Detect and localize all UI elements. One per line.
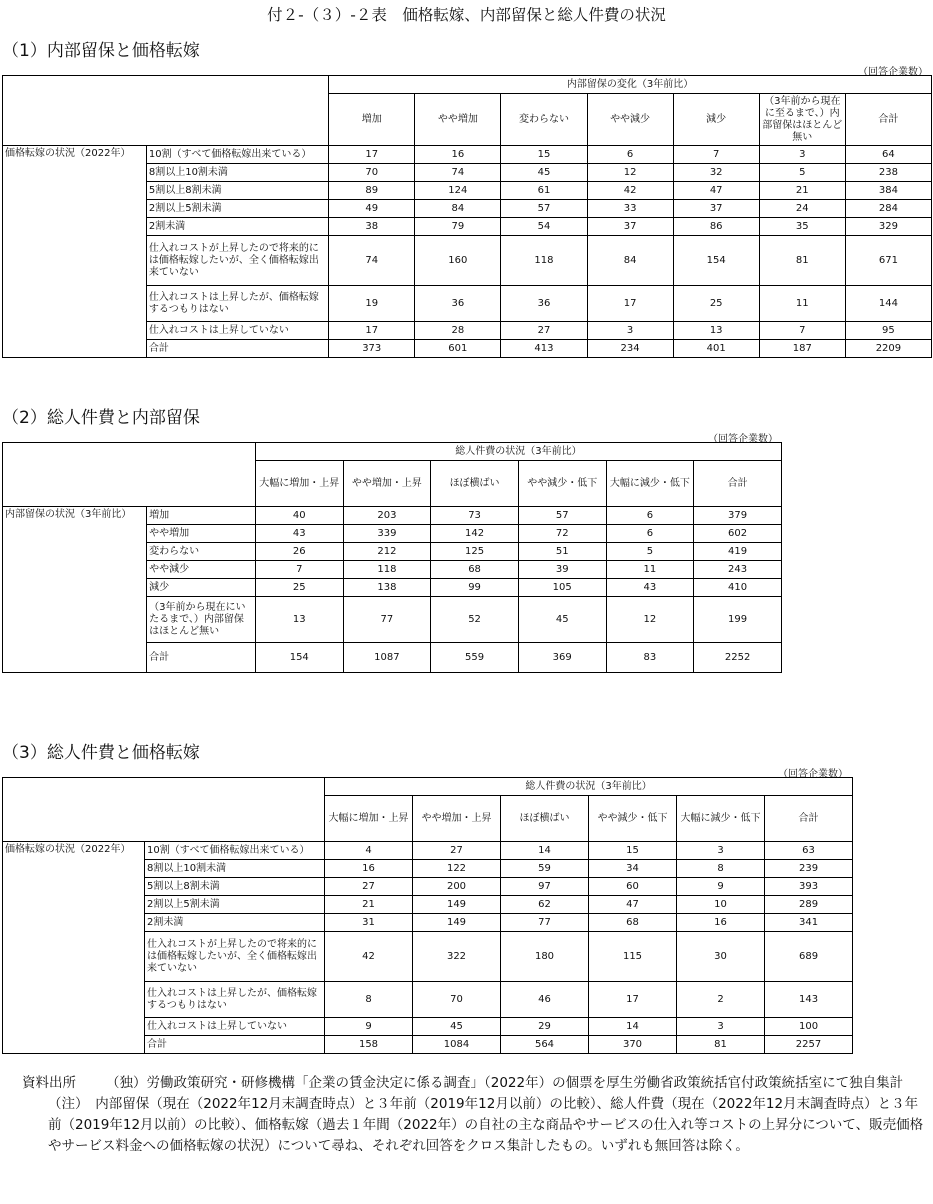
table-cell: 3 [759,146,845,164]
table-cell: 29 [501,1018,589,1036]
corner-cell [3,443,256,507]
column-header: 大幅に増加・上昇 [325,796,413,842]
table-cell: 46 [501,982,589,1018]
table-row [3,507,782,525]
column-header: ほぼ横ばい [431,461,519,507]
note-label: （注） [48,1096,82,1112]
row-label: 10割（すべて価格転嫁出来ている） [145,842,325,860]
corner-cell [3,778,325,842]
table-cell: 14 [501,842,589,860]
table-cell: 17 [587,286,673,322]
table-cell: 97 [501,878,589,896]
table-cell: 149 [413,914,501,932]
table-cell: 45 [413,1018,501,1036]
row-label: （3年前から現在にいたるまで、）内部留保はほとんど無い [147,597,256,643]
table-cell: 16 [325,860,413,878]
row-label: 仕入れコストが上昇したので将来的には価格転嫁したいが、全く価格転嫁出来ていない [146,236,328,286]
table-cell: 339 [343,525,431,543]
table-cell: 17 [329,322,415,340]
row-label: 増加 [147,507,256,525]
table-cell: 2252 [694,643,782,673]
table-cell: 86 [673,218,759,236]
table-3 [2,777,853,1054]
column-header: 増加 [329,94,415,146]
table-row [3,842,853,860]
column-header: 減少 [673,94,759,146]
table-cell: 37 [673,200,759,218]
table-cell: 74 [415,164,501,182]
table-cell: 45 [518,597,606,643]
table-cell: 3 [677,842,765,860]
table-cell: 9 [677,878,765,896]
table-cell: 79 [415,218,501,236]
row-label: 2割以上5割未満 [145,896,325,914]
notes [22,1073,927,1157]
table-cell: 2257 [765,1036,853,1054]
table-cell: 27 [325,878,413,896]
table-cell: 19 [329,286,415,322]
table-cell: 21 [759,182,845,200]
note-text: 内部留保（現在（2022年12月末調査時点）と３年前（2019年12月以前）の比較）、総人件費（現在（2022年12月末調査時点）と３年前（2019年12月以前）の比較）、価格転嫁（過去１年間（2022年）の自社の主な商品やサービスの仕入れ等コストの上昇分について、販売価格やサービス料金への価格転嫁の状況）について尋ね、それぞれ回答をクロス集計したもの。いずれも無回答は除く。 [48,1096,924,1154]
table-cell: 413 [501,340,587,358]
table-cell: 17 [589,982,677,1018]
source-text: （独）労働政策研究・研修機構「企業の賃金決定に係る調査」（2022年）の個票を厚生労働省政策統括官付政策統括室にて独自集計 [106,1075,904,1091]
table-cell: 7 [255,561,343,579]
table-cell: 25 [673,286,759,322]
table-cell: 40 [255,507,343,525]
table-cell: 13 [673,322,759,340]
table-cell: 34 [589,860,677,878]
table-cell: 1084 [413,1036,501,1054]
column-header: 合計 [694,461,782,507]
table-cell: 559 [431,643,519,673]
row-label: 合計 [146,340,328,358]
table-cell: 36 [501,286,587,322]
table-cell: 199 [694,597,782,643]
table-cell: 15 [589,842,677,860]
table-cell: 24 [759,200,845,218]
table-cell: 384 [845,182,931,200]
table-cell: 689 [765,932,853,982]
column-header: 変わらない [501,94,587,146]
corner-cell [3,76,329,146]
source-label: 資料出所 [22,1075,76,1091]
table-cell: 601 [415,340,501,358]
section-2-title: （2）総人件費と内部留保 [2,408,200,428]
table-cell: 4 [325,842,413,860]
table-cell: 33 [587,200,673,218]
table-cell: 95 [845,322,931,340]
table-cell: 6 [587,146,673,164]
table-cell: 5 [759,164,845,182]
table-cell: 73 [431,507,519,525]
table-cell: 6 [606,525,694,543]
row-label: 合計 [147,643,256,673]
table-cell: 9 [325,1018,413,1036]
table-cell: 3 [587,322,673,340]
row-group-label: 価格転嫁の状況（2022年） [3,842,145,1054]
column-header: やや増加 [415,94,501,146]
table-cell: 154 [255,643,343,673]
section-1-title: （1）内部留保と価格転嫁 [2,41,200,61]
column-header: 合計 [765,796,853,842]
table-cell: 6 [606,507,694,525]
section-3-title: （3）総人件費と価格転嫁 [2,743,200,763]
row-label: 仕入れコストは上昇したが、価格転嫁するつもりはない [146,286,328,322]
table-cell: 81 [759,236,845,286]
table-cell: 2209 [845,340,931,358]
table-2 [2,442,782,673]
table-cell: 16 [677,914,765,932]
table-cell: 122 [413,860,501,878]
table-cell: 16 [415,146,501,164]
table-cell: 99 [431,579,519,597]
table-cell: 21 [325,896,413,914]
table-cell: 43 [606,579,694,597]
table-cell: 11 [606,561,694,579]
table-cell: 138 [343,579,431,597]
table-cell: 243 [694,561,782,579]
table-cell: 68 [589,914,677,932]
table-cell: 13 [255,597,343,643]
table-cell: 14 [589,1018,677,1036]
table-cell: 7 [759,322,845,340]
table-cell: 100 [765,1018,853,1036]
table-row [3,146,932,164]
row-label: 8割以上10割未満 [145,860,325,878]
row-label: 仕入れコストは上昇していない [146,322,328,340]
table-cell: 63 [765,842,853,860]
table-cell: 379 [694,507,782,525]
table-cell: 47 [589,896,677,914]
column-header: 大幅に減少・低下 [677,796,765,842]
table-cell: 47 [673,182,759,200]
table-cell: 144 [845,286,931,322]
table-cell: 60 [589,878,677,896]
table-cell: 239 [765,860,853,878]
table-cell: 32 [673,164,759,182]
row-label: 減少 [147,579,256,597]
row-label: 仕入れコストが上昇したので将来的には価格転嫁したいが、全く価格転嫁出来ていない [145,932,325,982]
table-cell: 25 [255,579,343,597]
table-cell: 42 [587,182,673,200]
table-cell: 602 [694,525,782,543]
table-cell: 27 [501,322,587,340]
source-note [22,1073,927,1094]
table-cell: 671 [845,236,931,286]
table-cell: 68 [431,561,519,579]
section-1-unit: （回答企業数） [858,67,928,78]
table-cell: 64 [845,146,931,164]
table-cell: 45 [501,164,587,182]
table-cell: 84 [587,236,673,286]
table-cell: 72 [518,525,606,543]
table-cell: 124 [415,182,501,200]
table-1 [2,75,932,358]
table-cell: 142 [431,525,519,543]
table-cell: 57 [518,507,606,525]
table-cell: 160 [415,236,501,286]
table-cell: 61 [501,182,587,200]
table-cell: 284 [845,200,931,218]
group-header: 総人件費の状況（3年前比） [325,778,853,796]
table-cell: 27 [413,842,501,860]
table-cell: 158 [325,1036,413,1054]
row-label: やや増加 [147,525,256,543]
section-2-unit: （回答企業数） [708,434,778,445]
table-cell: 12 [587,164,673,182]
column-header: 大幅に増加・上昇 [255,461,343,507]
table-cell: 52 [431,597,519,643]
table-cell: 59 [501,860,589,878]
table-cell: 83 [606,643,694,673]
table-cell: 3 [677,1018,765,1036]
table-cell: 38 [329,218,415,236]
table-cell: 212 [343,543,431,561]
row-label: 合計 [145,1036,325,1054]
column-header: やや増加・上昇 [343,461,431,507]
table-cell: 564 [501,1036,589,1054]
table-cell: 200 [413,878,501,896]
table-cell: 5 [606,543,694,561]
table-cell: 187 [759,340,845,358]
row-label: 10割（すべて価格転嫁出来ている） [146,146,328,164]
group-header: 内部留保の変化（3年前比） [329,76,932,94]
table-cell: 26 [255,543,343,561]
row-label: 2割以上5割未満 [146,200,328,218]
group-header: 総人件費の状況（3年前比） [255,443,781,461]
table-cell: 393 [765,878,853,896]
table-cell: 322 [413,932,501,982]
table-cell: 42 [325,932,413,982]
table-cell: 143 [765,982,853,1018]
table-cell: 36 [415,286,501,322]
row-label: 2割未満 [146,218,328,236]
table-cell: 74 [329,236,415,286]
table-cell: 369 [518,643,606,673]
table-cell: 115 [589,932,677,982]
column-header: （3年前から現在に至るまで、）内部留保はほとんど無い [759,94,845,146]
table-cell: 10 [677,896,765,914]
table-cell: 419 [694,543,782,561]
table-cell: 89 [329,182,415,200]
table-cell: 54 [501,218,587,236]
row-group-label: 内部留保の状況（3年前比） [3,507,147,673]
column-header: ほぼ横ばい [501,796,589,842]
table-cell: 84 [415,200,501,218]
table-cell: 118 [501,236,587,286]
table-cell: 17 [329,146,415,164]
column-header: やや減少・低下 [518,461,606,507]
table-cell: 62 [501,896,589,914]
table-cell: 28 [415,322,501,340]
table-cell: 105 [518,579,606,597]
row-group-label: 価格転嫁の状況（2022年） [3,146,147,358]
column-header: やや減少・低下 [589,796,677,842]
row-label: 5割以上8割未満 [145,878,325,896]
footnote [22,1094,927,1157]
table-cell: 37 [587,218,673,236]
table-cell: 149 [413,896,501,914]
table-cell: 401 [673,340,759,358]
table-cell: 77 [501,914,589,932]
table-cell: 370 [589,1036,677,1054]
table-cell: 238 [845,164,931,182]
table-cell: 329 [845,218,931,236]
table-cell: 341 [765,914,853,932]
row-label: やや減少 [147,561,256,579]
section-3-unit: （回答企業数） [778,769,848,780]
table-cell: 1087 [343,643,431,673]
row-label: 仕入れコストは上昇したが、価格転嫁するつもりはない [145,982,325,1018]
table-cell: 81 [677,1036,765,1054]
table-cell: 118 [343,561,431,579]
table-cell: 77 [343,597,431,643]
table-cell: 39 [518,561,606,579]
page-title: 付２-（３）-２表 価格転嫁、内部留保と総人件費の状況 [267,6,666,24]
column-header: やや増加・上昇 [413,796,501,842]
table-cell: 410 [694,579,782,597]
table-cell: 57 [501,200,587,218]
table-cell: 70 [413,982,501,1018]
row-label: 5割以上8割未満 [146,182,328,200]
column-header: やや減少 [587,94,673,146]
table-cell: 70 [329,164,415,182]
table-cell: 180 [501,932,589,982]
table-cell: 31 [325,914,413,932]
table-cell: 30 [677,932,765,982]
table-cell: 2 [677,982,765,1018]
table-cell: 8 [325,982,413,1018]
row-label: 8割以上10割未満 [146,164,328,182]
table-cell: 35 [759,218,845,236]
table-cell: 234 [587,340,673,358]
table-cell: 7 [673,146,759,164]
table-cell: 289 [765,896,853,914]
table-cell: 51 [518,543,606,561]
table-cell: 154 [673,236,759,286]
table-cell: 11 [759,286,845,322]
row-label: 仕入れコストは上昇していない [145,1018,325,1036]
column-header: 大幅に減少・低下 [606,461,694,507]
table-cell: 203 [343,507,431,525]
column-header: 合計 [845,94,931,146]
table-cell: 43 [255,525,343,543]
row-label: 変わらない [147,543,256,561]
table-cell: 15 [501,146,587,164]
table-cell: 8 [677,860,765,878]
table-cell: 125 [431,543,519,561]
table-cell: 49 [329,200,415,218]
table-cell: 12 [606,597,694,643]
row-label: 2割未満 [145,914,325,932]
table-cell: 373 [329,340,415,358]
